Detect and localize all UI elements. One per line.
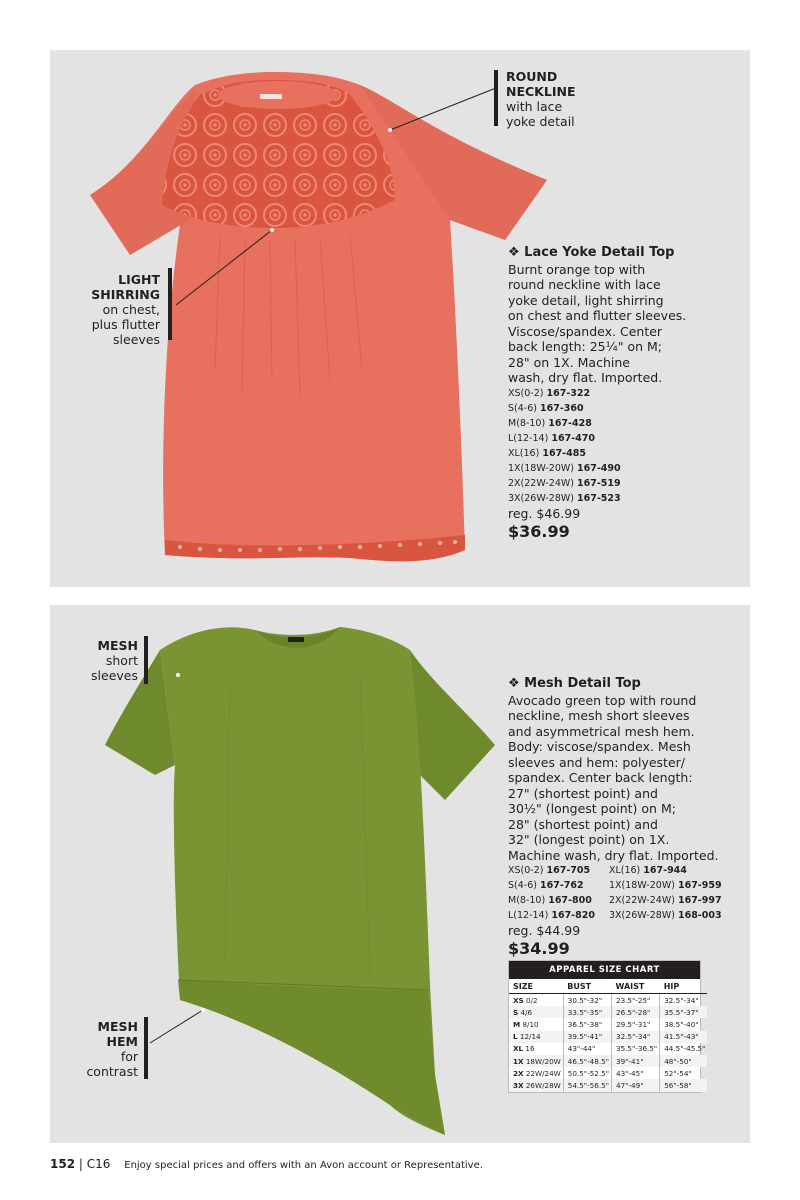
bust-cell: 39.5"-41" — [563, 1031, 611, 1043]
sku-item: XS(0-2) 167-705 — [508, 865, 591, 876]
sku-item: 2X(22W-24W) 167-997 — [608, 895, 722, 906]
size-cell: M 8/10 — [513, 1019, 539, 1029]
bust-cell: 54.5"-56.5" — [563, 1079, 611, 1091]
sku-item: XL(16) 167-944 — [608, 865, 687, 876]
waist-cell: 26.5"-28" — [612, 1006, 660, 1018]
size-cell: S 4/6 — [509, 1006, 563, 1018]
hip-cell: 56"-58" — [660, 1079, 708, 1091]
hip-cell: 44.5"-45.5" — [660, 1043, 708, 1055]
hip-cell: 38.5"-40" — [660, 1018, 708, 1030]
regular-price: reg. $44.99 — [508, 923, 581, 938]
callout-text: contrast — [86, 1064, 138, 1079]
product-title: ❖ Mesh Detail Top — [508, 676, 641, 691]
sku-item: M(8-10) 167-800 — [508, 895, 592, 906]
callout-bar — [144, 1017, 148, 1079]
callout-light-shirring — [72, 272, 160, 347]
column-header: WAIST — [612, 979, 660, 994]
size-cell: XS 0/2 — [513, 995, 538, 1005]
sku-item: 3X(26W-28W) 167-523 — [508, 492, 621, 504]
hip-cell: 52"-54" — [660, 1067, 708, 1079]
regular-price: reg. $46.99 — [508, 505, 581, 521]
sku-item: XS(0-2) 167-322 — [508, 387, 591, 399]
callout-text: for — [120, 1049, 138, 1064]
bust-cell: 46.5"-48.5" — [563, 1055, 611, 1067]
callout-mesh-hem — [70, 1019, 138, 1079]
page-number: 152 — [50, 1157, 76, 1171]
callout-bold: NECKLINE — [506, 84, 576, 99]
mesh-sleeve-right — [410, 650, 495, 800]
callout-text: sleeves — [113, 332, 160, 347]
product-info-lace-top — [508, 245, 686, 539]
size-chart-row — [509, 1031, 707, 1043]
callout-text: with lace — [506, 99, 563, 114]
waist-cell: 35.5"-36.5" — [612, 1043, 660, 1055]
callout-bar — [494, 70, 498, 126]
hip-cell: 41.5"-43" — [660, 1031, 708, 1043]
callout-round-neckline — [506, 69, 575, 129]
product-panel-lace-top — [50, 50, 750, 587]
sku-item: 2X(22W-24W) 167-519 — [508, 477, 621, 489]
bust-cell: 30.5"-32" — [563, 994, 611, 1007]
leader-neckline — [390, 88, 496, 130]
product-description: Burnt orange top with round neckline with lace yoke detail, light shirring on chest and flutter sleeves. Viscose/spandex. Center back length: 25¼" on M; 28" on 1X. Machine wash, dry flat. Imported. — [508, 261, 687, 385]
callout-bold: HEM — [106, 1034, 138, 1049]
sku-item: S(4-6) 167-360 — [508, 402, 584, 414]
sku-list-right — [609, 863, 722, 923]
size-cell: L 12/14 — [509, 1031, 563, 1043]
waist-cell: 29.5"-31" — [612, 1018, 660, 1030]
sale-price: $34.99 — [508, 939, 570, 958]
sku-list — [508, 386, 686, 506]
callout-text: on chest, — [102, 302, 160, 317]
callout-bold: MESH — [97, 1019, 138, 1034]
callout-bold: ROUND — [506, 69, 558, 84]
size-cell: 2X 22W/24W — [513, 1068, 561, 1078]
size-chart-row — [509, 1043, 707, 1055]
column-header: SIZE — [509, 979, 563, 994]
hip-cell: 35.5"-37" — [660, 1006, 708, 1018]
size-chart-row — [509, 1079, 707, 1091]
size-cell: 1X 18W/20W — [509, 1055, 563, 1067]
hip-cell: 48"-50" — [660, 1055, 708, 1067]
callout-bar — [168, 268, 172, 340]
product-description: Avocado green top with round neckline, mesh short sleeves and asymmetrical mesh hem. Body: viscose/spandex. Mesh sleeves and hem: polyester/ spandex. Center back length: 27" (shortest point) and 30½" (longest point) on M; 28" (shortest point) and 32" (longest point) on 1X. Machine wash, dry flat. Imported. — [508, 692, 719, 863]
sale-price: $36.99 — [508, 521, 570, 541]
callout-mesh-sleeves — [70, 638, 138, 683]
callout-bold: MESH — [97, 638, 138, 653]
callout-text: plus flutter — [91, 317, 160, 332]
size-cell: 3X 26W/28W — [509, 1079, 563, 1091]
apparel-size-chart — [508, 960, 706, 1093]
product-title: ❖ Lace Yoke Detail Top — [508, 245, 675, 260]
sku-item: 1X(18W-20W) 167-490 — [508, 462, 621, 474]
size-chart-row — [509, 1067, 707, 1079]
column-header: BUST — [563, 979, 611, 994]
size-chart-title: APPAREL SIZE CHART — [509, 961, 700, 979]
leader-mesh-hem — [150, 1010, 203, 1043]
size-chart-table — [509, 979, 707, 1092]
sku-item: L(12-14) 167-470 — [508, 432, 595, 444]
waist-cell: 32.5"-34" — [612, 1031, 660, 1043]
mesh-hem — [178, 980, 445, 1135]
sku-item: M(8-10) 167-428 — [508, 417, 592, 429]
sku-item: 3X(26W-28W) 168-003 — [608, 910, 722, 921]
bust-cell: 36.5"-38" — [563, 1018, 611, 1030]
waist-cell: 23.5"-25" — [612, 994, 660, 1007]
sku-columns — [508, 863, 722, 923]
callout-text: sleeves — [91, 668, 138, 683]
section-code: C16 — [86, 1157, 111, 1171]
column-header: HIP — [660, 979, 708, 994]
callout-bold: SHIRRING — [91, 287, 160, 302]
size-chart-row — [509, 1006, 707, 1018]
sku-item: 1X(18W-20W) 167-959 — [608, 880, 722, 891]
callout-text: yoke detail — [506, 114, 575, 129]
callout-bar — [144, 636, 148, 684]
page-footer — [50, 1157, 483, 1171]
callout-text: short — [105, 653, 138, 668]
waist-cell: 47"-49" — [612, 1079, 660, 1091]
bust-cell: 43"-44" — [563, 1043, 611, 1055]
sku-item: S(4-6) 167-762 — [508, 880, 584, 891]
waist-cell: 39"-41" — [612, 1055, 660, 1067]
callout-bold: LIGHT — [118, 272, 160, 287]
waist-cell: 43"-45" — [612, 1067, 660, 1079]
product-panel-mesh-top — [50, 605, 750, 1143]
footer-tagline: Enjoy special prices and offers with an Avon account or Representative. — [124, 1160, 483, 1171]
sku-item: XL(16) 167-485 — [508, 447, 586, 459]
bust-cell: 50.5"-52.5" — [563, 1067, 611, 1079]
size-cell: XL 16 — [513, 1044, 535, 1054]
product-info-mesh-top — [508, 676, 722, 957]
size-chart-row — [509, 1055, 707, 1067]
size-chart-row — [509, 994, 707, 1007]
sku-list-left — [508, 863, 595, 923]
bust-cell: 33.5"-35" — [563, 1006, 611, 1018]
size-chart-row — [509, 1018, 707, 1030]
footer-separator: | — [78, 1157, 83, 1171]
hip-cell: 32.5"-34" — [660, 994, 708, 1007]
sku-item: L(12-14) 167-820 — [508, 910, 595, 921]
